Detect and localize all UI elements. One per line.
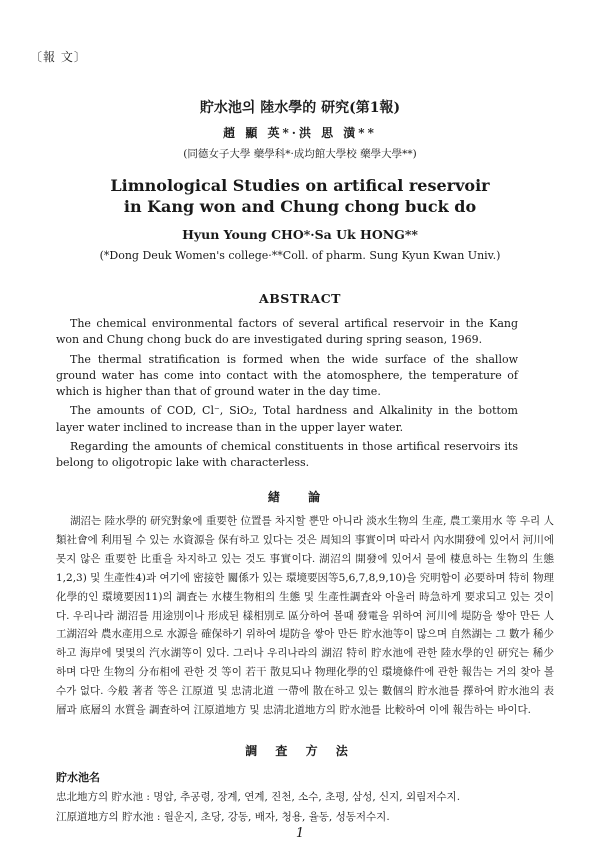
korean-affiliation: (同德女子大學 藥學科*·成均館大學校 藥學大學**) bbox=[183, 148, 417, 160]
korean-authors: 趙 顯 英*·洪 思 潢** bbox=[223, 126, 377, 140]
english-authors: Hyun Young CHO*·Sa Uk HONG** bbox=[182, 227, 418, 242]
english-affiliation: (*Dong Deuk Women's college·**Coll. of pharm. Sung Kyun Kwan Univ.) bbox=[99, 249, 501, 262]
abstract-paragraph: The amounts of COD, Cl⁻, SiO₂, Total hardness and Alkalinity in the bottom layer water inclined to increase than in the upper layer water. bbox=[56, 404, 518, 434]
introduction-heading: 緖 論 bbox=[267, 490, 333, 504]
abstract-paragraph: Regarding the amounts of chemical constituents in those artifical reservoirs its belong to oligotropic lake with characterless. bbox=[56, 440, 518, 470]
korean-title: 貯水池의 陸水學的 研究(第1報) bbox=[199, 100, 401, 116]
abstract-heading: ABSTRACT bbox=[259, 291, 341, 306]
chungbuk-ponds-list: 忠北地方의 貯水池 : 명암, 추공령, 장계, 연계, 진천, 소수, 초평, 삼성, 신지, 외림저수지. bbox=[56, 791, 461, 803]
ponds-label: 貯水池名 bbox=[56, 771, 100, 784]
section-tag: 〔報 文〕 bbox=[30, 50, 87, 64]
abstract-paragraph: The thermal stratification is formed when the wide surface of the shallow ground water has come into contact with the atomosphere, the temperature of which is higher than that of ground water in the day time. bbox=[56, 352, 518, 399]
page-number: 1 bbox=[295, 826, 305, 841]
abstract-body bbox=[56, 316, 518, 475]
english-title-line-2: in Kang won and Chung chong buck do bbox=[123, 197, 477, 216]
english-title-line-1: Limnological Studies on artifical reservoir bbox=[110, 176, 490, 195]
introduction-body: 湖沼는 陸水學的 研究對象에 重要한 位置를 차지할 뿐만 아니라 淡水生物의 生產, 農工業用水 等 우리 人類社會에 利用될 수 있는 水資源을 保有하고 있다는 것은 周知의 事實이며 따라서 內水開發에 있어서 河川에 못지 않은 重要한 比重을 차지하고 있는 것도 事實이다. 湖沼의 開發에 있어서 물에 棲息하는 生物의 生態1,2,3) 및 生產性4)과 여기에 密接한 關係가 있는 環境要因等5,6,7,8,9,10)을 究明함이 必要하며 特히 物理化學的인 環境要因11)의 調査는 水棲生物相의 生態 및 生產性調査와 아울러 時急하게 要求되고 있는 것이다. 우리나라 湖沼를 用途別이나 形成된 樣相別로 區分하여 볼때 發電을 위하여 河川에 堤防을 쌓아 만든 人工湖沼와 農水產用으로 水源을 確保하기 위하여 堤防을 쌓아 만든 貯水池等이 많으며 自然湖는 그 數가 稀少하고 海岸에 몇몇의 汽水湖等이 있다. 그러나 우리나라의 湖沼 特히 貯水池에 관한 陸水學的인 研究는 稀少하며 다만 生物의 分布相에 관한 것 等이 若干 散見되나 物理化學的인 環境條件에 관한 報告는 거의 찾아 볼 수가 없다. 今般 著者 等은 江原道 및 忠淸北道 一帶에 散在하고 있는 數個의 貯水池를 擇하여 貯水池의 表層과 底層의 水質을 調査하여 江原道地方 및 忠淸北道地方의 貯水池를 比較하여 이에 報告하는 바이다. bbox=[56, 515, 554, 717]
english-title bbox=[0, 175, 600, 217]
methods-heading: 調 査 方 法 bbox=[245, 744, 355, 758]
abstract-paragraph: The chemical environmental factors of several artifical reservoir in the Kang won and Chung chong buck do are investigated during spring season, 1969. bbox=[56, 317, 518, 347]
gangwon-ponds-list: 江原道地方의 貯水池 : 월운지, 초당, 강동, 배자, 청용, 율동, 성동저수지. bbox=[56, 811, 390, 823]
